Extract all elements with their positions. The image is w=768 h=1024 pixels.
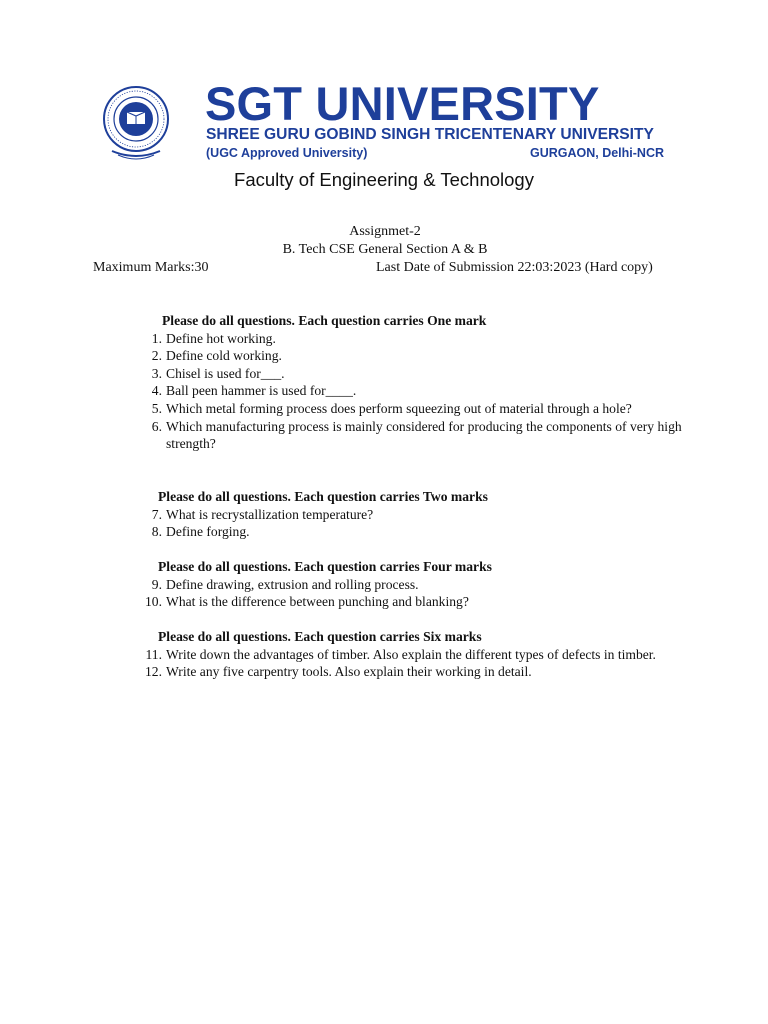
question-number: 4. — [151, 383, 162, 399]
question-item — [140, 382, 700, 400]
question-text: Write any five carpentry tools. Also explain their working in detail. — [166, 664, 532, 680]
question-number: 5. — [151, 400, 162, 416]
question-item — [140, 347, 700, 365]
submission-deadline: Last Date of Submission 22:03:2023 (Hard copy) — [376, 260, 653, 275]
question-number: 11. — [145, 646, 162, 662]
question-number: 2. — [151, 348, 162, 364]
question-item — [140, 506, 700, 524]
section-six-marks — [140, 628, 700, 681]
question-list — [140, 576, 700, 611]
university-full-name: SHREE GURU GOBIND SINGH TRICENTENARY UNIVERSITY — [206, 126, 654, 143]
assignment-subtitle: B. Tech CSE General Section A & B — [282, 242, 488, 257]
question-number: 10. — [145, 594, 162, 610]
university-name: SGT UNIVERSITY — [205, 77, 600, 130]
question-item — [140, 418, 700, 453]
question-text: Which metal forming process does perform squeezing out of material through a hole? — [166, 400, 632, 416]
question-list — [140, 646, 700, 681]
question-item — [140, 365, 700, 383]
question-text: Write down the advantages of timber. Also explain the different types of defects in timber. — [166, 646, 656, 662]
question-item — [140, 330, 700, 348]
question-number: 8. — [151, 524, 162, 540]
assignment-title: Assignmet-2 — [349, 224, 421, 239]
question-text: Define cold working. — [166, 348, 282, 364]
question-number: 7. — [151, 506, 162, 522]
section-one-mark — [140, 312, 700, 453]
question-text: Which manufacturing process is mainly considered for producing the components of very high strength? — [166, 418, 682, 452]
ugc-approval: (UGC Approved University) — [206, 146, 368, 160]
section-heading: Please do all questions. Each question carries Six marks — [158, 629, 482, 644]
section-heading: Please do all questions. Each question carries Two marks — [158, 489, 488, 504]
maximum-marks: Maximum Marks:30 — [93, 260, 209, 275]
question-text: Define hot working. — [166, 330, 276, 346]
question-number: 9. — [151, 576, 162, 592]
question-number: 3. — [151, 365, 162, 381]
question-text: Define forging. — [166, 524, 250, 540]
question-number: 6. — [151, 418, 162, 434]
university-location: GURGAON, Delhi-NCR — [529, 146, 664, 160]
question-item — [140, 576, 700, 594]
question-list — [140, 506, 700, 541]
question-text: Define drawing, extrusion and rolling process. — [166, 576, 419, 592]
question-item — [140, 663, 700, 681]
question-text: What is recrystallization temperature? — [166, 506, 374, 522]
section-heading: Please do all questions. Each question carries Four marks — [158, 559, 492, 574]
question-item — [140, 523, 700, 541]
question-text: Ball peen hammer is used for____. — [166, 383, 357, 399]
university-seal-logo — [100, 85, 172, 161]
question-number: 1. — [151, 330, 162, 346]
question-list — [140, 330, 700, 453]
section-two-marks — [140, 488, 700, 541]
question-text: What is the difference between punching and blanking? — [166, 594, 469, 610]
question-text: Chisel is used for___. — [166, 365, 285, 381]
question-item — [140, 400, 700, 418]
section-four-marks — [140, 558, 700, 611]
question-number: 12. — [145, 664, 162, 680]
faculty-title: Faculty of Engineering & Technology — [234, 169, 534, 190]
question-item — [140, 646, 700, 664]
section-heading: Please do all questions. Each question carries One mark — [162, 313, 487, 328]
question-item — [140, 593, 700, 611]
